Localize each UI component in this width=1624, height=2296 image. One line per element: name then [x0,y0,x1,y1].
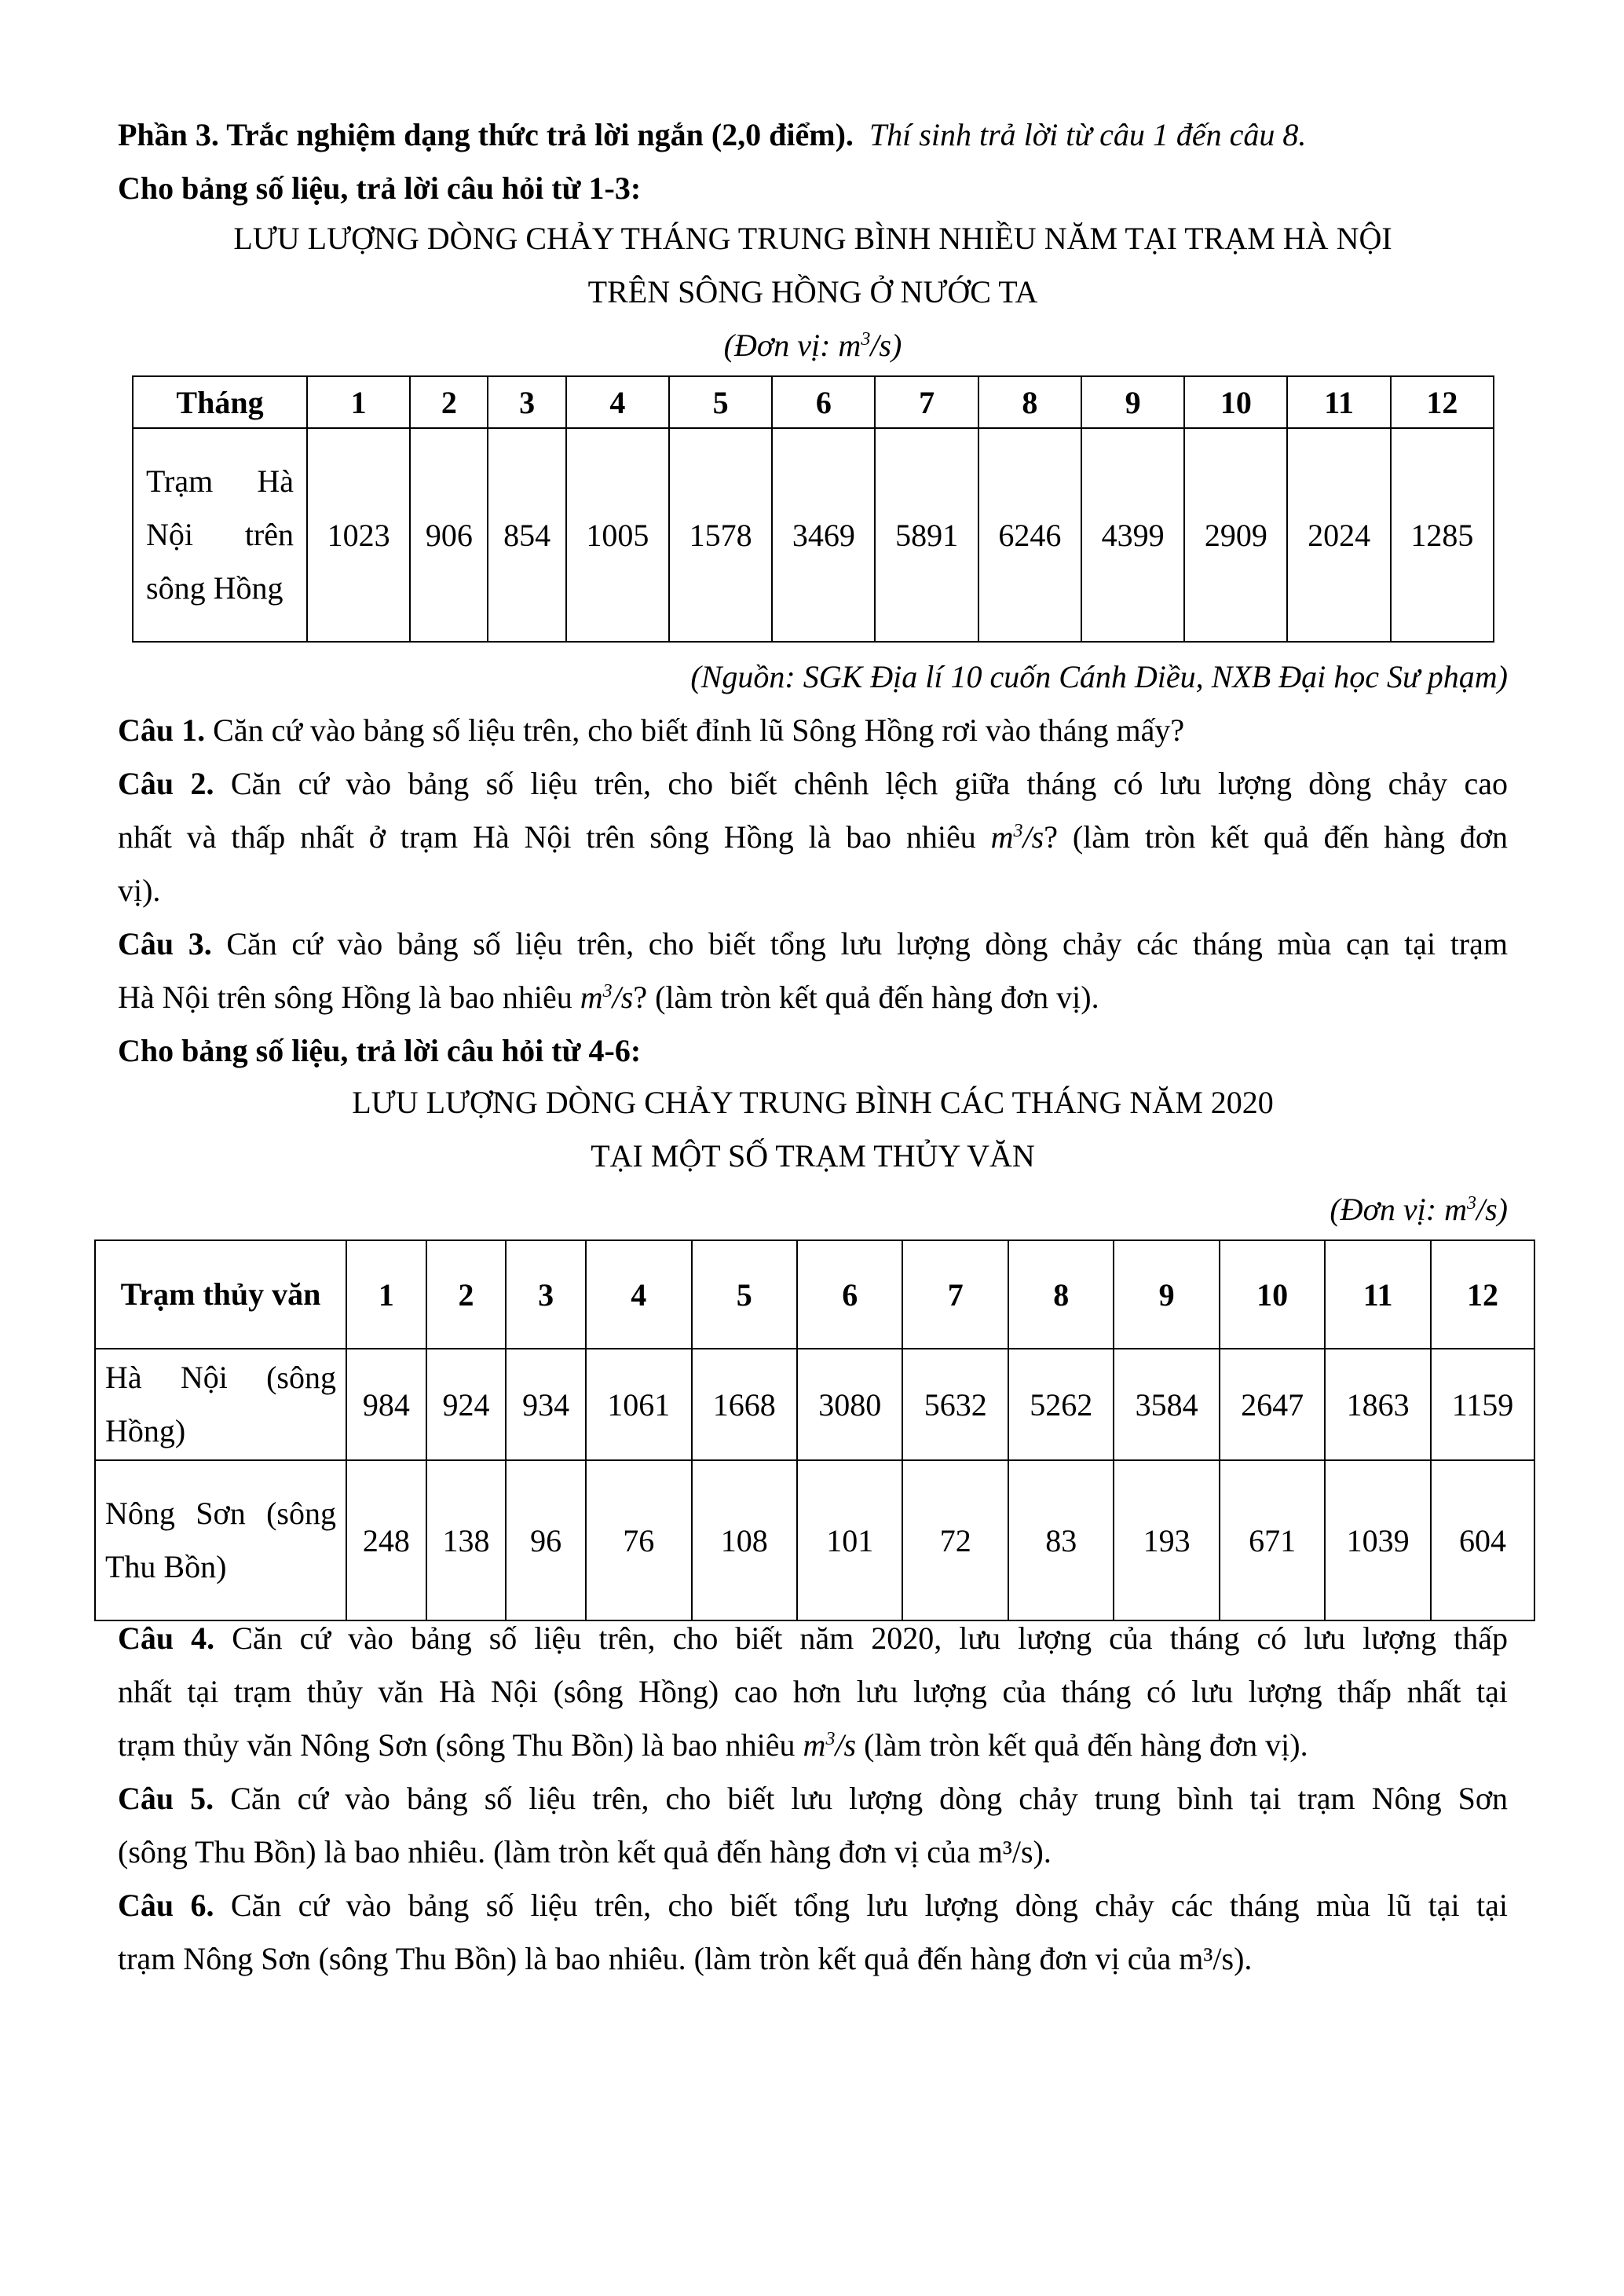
table1-value-cell: 2024 [1287,428,1390,642]
question-2-line3: vị). [118,873,161,908]
table2-row-label: Nông Sơn (sông Thu Bồn) [95,1460,346,1620]
table2-value-cell: 1039 [1325,1460,1430,1620]
question-2-line2: nhất và thấp nhất ở trạm Hà Nội trên sông Hồng là bao nhiêu $m^3/s$? (làm tròn kết quả đến hàng đơn [118,819,1508,855]
table2-row-label: Hà Nội (sông Hồng) [95,1349,346,1460]
table2-value-cell: 3584 [1114,1349,1219,1460]
group2-intro: Cho bảng số liệu, trả lời câu hỏi từ 4-6: [118,1033,642,1068]
table2-value-cell: 101 [797,1460,902,1620]
table2-value-cell: 984 [346,1349,426,1460]
question-2-line1: Câu 2. Căn cứ vào bảng số liệu trên, cho biết chênh lệch giữa tháng có lưu lượng dòng chảy cao [118,766,1508,801]
table2-value-cell: 108 [692,1460,797,1620]
table2-month-header: 1 [346,1240,426,1349]
table2-value-cell: 2647 [1220,1349,1325,1460]
table2-value-cell: 924 [426,1349,507,1460]
table2-month-header: 11 [1325,1240,1430,1349]
table1-month-header: 7 [875,376,978,428]
table2-value-cell: 1159 [1431,1349,1534,1460]
table2-header-row [95,1240,1534,1349]
section-heading-bold: Phần 3. Trắc nghiệm dạng thức trả lời ngắn (2,0 điểm). [118,117,854,152]
question-4-line1: Câu 4. Căn cứ vào bảng số liệu trên, cho biết năm 2020, lưu lượng của tháng có lưu lượng thấp [118,1620,1509,1656]
table2-month-header: 12 [1431,1240,1534,1349]
table2-row-nongson [95,1460,1534,1620]
table1 [132,375,1494,643]
table2-value-cell: 671 [1220,1460,1325,1620]
table1-month-header: 5 [669,376,772,428]
table1-value-cell: 6246 [978,428,1081,642]
table2-month-header: 8 [1008,1240,1114,1349]
table2-value-cell: 83 [1008,1460,1114,1620]
table1-header-row [133,376,1494,428]
table1-value-cell: 854 [488,428,565,642]
table1-month-header: 3 [488,376,565,428]
question-5-line1: Câu 5. Căn cứ vào bảng số liệu trên, cho biết lưu lượng dòng chảy trung bình tại trạm Nông Sơn [118,1781,1509,1816]
table2-month-header: 4 [586,1240,691,1349]
table2-month-header: 3 [506,1240,586,1349]
table2-value-cell: 934 [506,1349,586,1460]
group1-intro: Cho bảng số liệu, trả lời câu hỏi từ 1-3: [118,170,642,206]
section-heading [118,116,1306,154]
table1-month-header: 11 [1287,376,1390,428]
table1-value-cell: 2909 [1184,428,1287,642]
table2-value-cell: 248 [346,1460,426,1620]
table1-unit: (Đơn vị: $m^3/s$) [723,328,902,363]
table2-value-cell: 96 [506,1460,586,1620]
table1-value-cell: 3469 [772,428,875,642]
table2-month-header: 5 [692,1240,797,1349]
table2-month-header: 6 [797,1240,902,1349]
table2-unit: (Đơn vị: $m^3/s$) [1330,1192,1508,1227]
table1-month-header: 12 [1391,376,1494,428]
table1-month-header: 10 [1184,376,1287,428]
section-heading-italic: Thí sinh trả lời từ câu 1 đến câu 8. [869,117,1307,152]
table2-header-label: Trạm thủy văn [95,1240,346,1349]
table1-month-header: 1 [307,376,410,428]
table2-value-cell: 72 [902,1460,1008,1620]
table2-value-cell: 1668 [692,1349,797,1460]
table2 [94,1240,1535,1621]
table2-value-cell: 138 [426,1460,507,1620]
question-1: Câu 1. Căn cứ vào bảng số liệu trên, cho biết đỉnh lũ Sông Hồng rơi vào tháng mấy? [118,712,1185,748]
table2-value-cell: 193 [1114,1460,1219,1620]
table1-value-cell: 1005 [566,428,669,642]
table2-row-hanoi [95,1349,1534,1460]
question-3-line2: Hà Nội trên sông Hồng là bao nhiêu $m^3/s$? (làm tròn kết quả đến hàng đơn vị). [118,980,1099,1015]
table2-value-cell: 604 [1431,1460,1534,1620]
table1-title-line1: LƯU LƯỢNG DÒNG CHẢY THÁNG TRUNG BÌNH NHIỀU NĂM TẠI TRẠM HÀ NỘI [233,221,1392,256]
table1-title-line2: TRÊN SÔNG HỒNG Ở NƯỚC TA [587,274,1038,309]
table1-source: (Nguồn: SGK Địa lí 10 cuốn Cánh Diều, NXB Đại học Sư phạm) [690,659,1508,694]
table1-value-cell: 4399 [1081,428,1184,642]
table2-value-cell: 1061 [586,1349,691,1460]
table1-month-header: 2 [410,376,488,428]
table1-value-cell: 5891 [875,428,978,642]
table2-value-cell: 76 [586,1460,691,1620]
question-5-line2: (sông Thu Bồn) là bao nhiêu. (làm tròn kết quả đến hàng đơn vị của m³/s). [118,1834,1052,1869]
question-6-line1: Câu 6. Căn cứ vào bảng số liệu trên, cho biết tổng lưu lượng dòng chảy các tháng mùa lũ tại tại [118,1888,1509,1923]
table1-month-header: 9 [1081,376,1184,428]
table2-title-line1: LƯU LƯỢNG DÒNG CHẢY TRUNG BÌNH CÁC THÁNG NĂM 2020 [352,1085,1274,1120]
question-6-line2: trạm Nông Sơn (sông Thu Bồn) là bao nhiêu. (làm tròn kết quả đến hàng đơn vị của m³/s). [118,1941,1253,1976]
table1-month-header: 6 [772,376,875,428]
question-4-line3: trạm thủy văn Nông Sơn (sông Thu Bồn) là bao nhiêu $m^3/s$ (làm tròn kết quả đến hàng đơn vị). [118,1727,1308,1763]
table2-value-cell: 5262 [1008,1349,1114,1460]
table2-value-cell: 3080 [797,1349,902,1460]
table1-data-row [133,428,1494,642]
table1-value-cell: 1285 [1391,428,1494,642]
table1-month-header: 8 [978,376,1081,428]
question-3-line1: Câu 3. Căn cứ vào bảng số liệu trên, cho biết tổng lưu lượng dòng chảy các tháng mùa cạn tại trạm [118,926,1508,961]
table2-month-header: 9 [1114,1240,1219,1349]
table2-month-header: 2 [426,1240,507,1349]
table1-header-label: Tháng [133,376,307,428]
table2-title-line2: TẠI MỘT SỐ TRẠM THỦY VĂN [591,1138,1035,1174]
table2-value-cell: 1863 [1325,1349,1430,1460]
question-4-line2: nhất tại trạm thủy văn Hà Nội (sông Hồng) cao hơn lưu lượng của tháng có lưu lượng thấp nhất tại [118,1674,1508,1709]
table1-value-cell: 1023 [307,428,410,642]
table2-month-header: 10 [1220,1240,1325,1349]
table1-row-label: Trạm Hà Nội trên sông Hồng [133,428,307,642]
table2-month-header: 7 [902,1240,1008,1349]
table1-month-header: 4 [566,376,669,428]
table2-value-cell: 5632 [902,1349,1008,1460]
table1-value-cell: 1578 [669,428,772,642]
table1-value-cell: 906 [410,428,488,642]
